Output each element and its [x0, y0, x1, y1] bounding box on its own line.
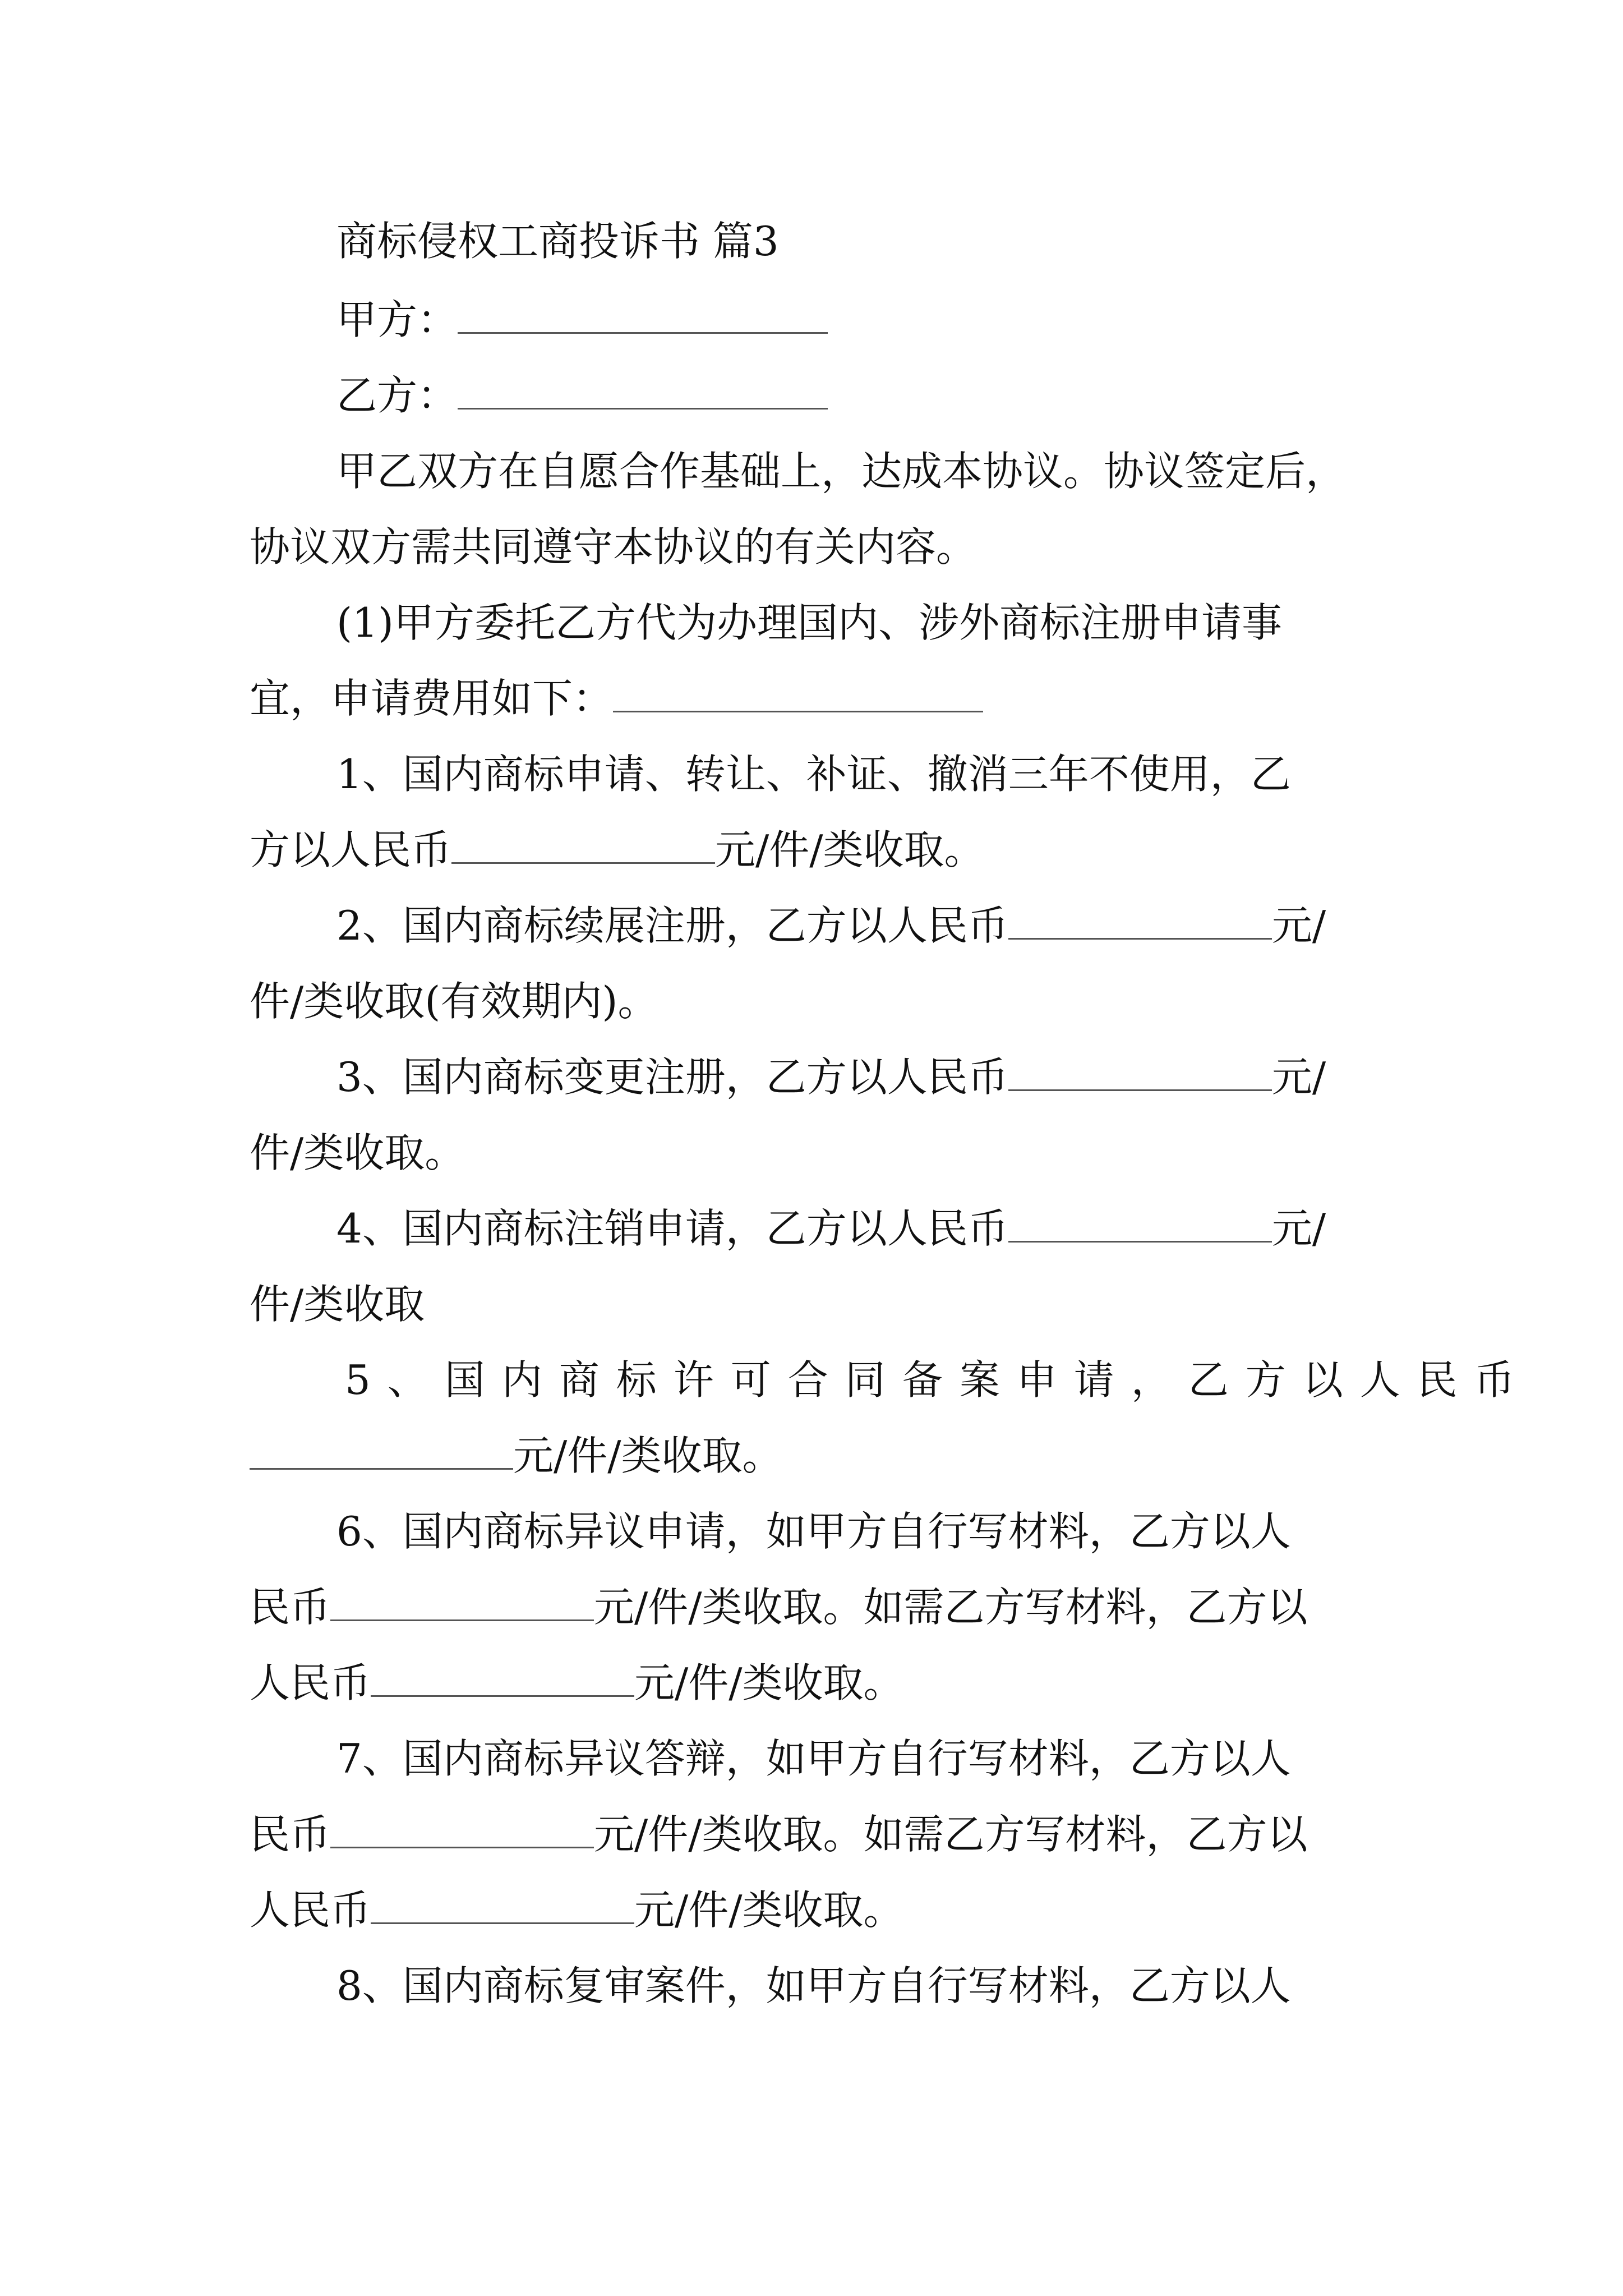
item-3-blank: [1008, 1056, 1272, 1091]
item-4-line-1: 4、国内商标注销申请，乙方以人民币 元/: [336, 1205, 1326, 1252]
item-5-line-1: 5、国内商标许可合同备案申请，乙方以人民币: [345, 1356, 1532, 1404]
item-6-blank-2: [371, 1662, 634, 1697]
item-6-blank-1: [330, 1586, 594, 1621]
item-7-line-2: 民币 元/件/类收取。如需乙方写材料，乙方以: [250, 1811, 1308, 1858]
clause-1-line-1: (1)甲方委托乙方代为办理国内、涉外商标注册申请事: [336, 599, 1282, 646]
party-a-blank: [458, 298, 828, 334]
item-7-blank-1: [330, 1813, 594, 1848]
item-7-blank-2: [371, 1889, 634, 1924]
item-1-line-1: 1、国内商标申请、转让、补证、撤消三年不使用，乙: [336, 751, 1291, 798]
party-b-line: 乙方：: [336, 367, 828, 424]
intro-line-1: 甲乙双方在自愿合作基础上，达成本协议。协议签定后，: [336, 448, 1347, 495]
item-1-blank: [451, 829, 715, 864]
fee-blank: [613, 677, 983, 712]
item-7-line-1: 7、国内商标异议答辩，如甲方自行写材料，乙方以人: [336, 1735, 1291, 1782]
item-4-line-2: 件/类收取: [250, 1281, 425, 1328]
item-4-blank: [1008, 1207, 1272, 1243]
item-5-blank: [250, 1434, 513, 1470]
clause-1-line-2: 宜，申请费用如下：: [250, 670, 983, 726]
item-3-line-1: 3、国内商标变更注册，乙方以人民币 元/: [336, 1053, 1326, 1101]
item-1-line-2: 方以人民币 元/件/类收取。: [250, 826, 985, 873]
item-6-line-1: 6、国内商标异议申请，如甲方自行写材料，乙方以人: [336, 1508, 1291, 1555]
item-8-line-1: 8、国内商标复审案件，如甲方自行写材料，乙方以人: [336, 1962, 1291, 2009]
item-6-line-2: 民币 元/件/类收取。如需乙方写材料，乙方以: [250, 1584, 1308, 1631]
party-a-line: 甲方：: [336, 292, 828, 348]
intro-line-2: 协议双方需共同遵守本协议的有关内容。: [250, 523, 977, 570]
item-3-line-2: 件/类收取。: [250, 1129, 465, 1176]
document-heading: 商标侵权工商投诉书 篇3: [336, 218, 779, 265]
item-5-line-2: 元/件/类收取。: [250, 1428, 783, 1484]
item-6-line-3: 人民币 元/件/类收取。: [250, 1659, 904, 1706]
item-2-line-1: 2、国内商标续展注册，乙方以人民币 元/: [336, 902, 1326, 949]
item-7-line-3: 人民币 元/件/类收取。: [250, 1887, 904, 1934]
party-b-blank: [458, 374, 828, 409]
item-2-blank: [1008, 904, 1272, 940]
item-2-line-2: 件/类收取(有效期内)。: [250, 978, 658, 1025]
